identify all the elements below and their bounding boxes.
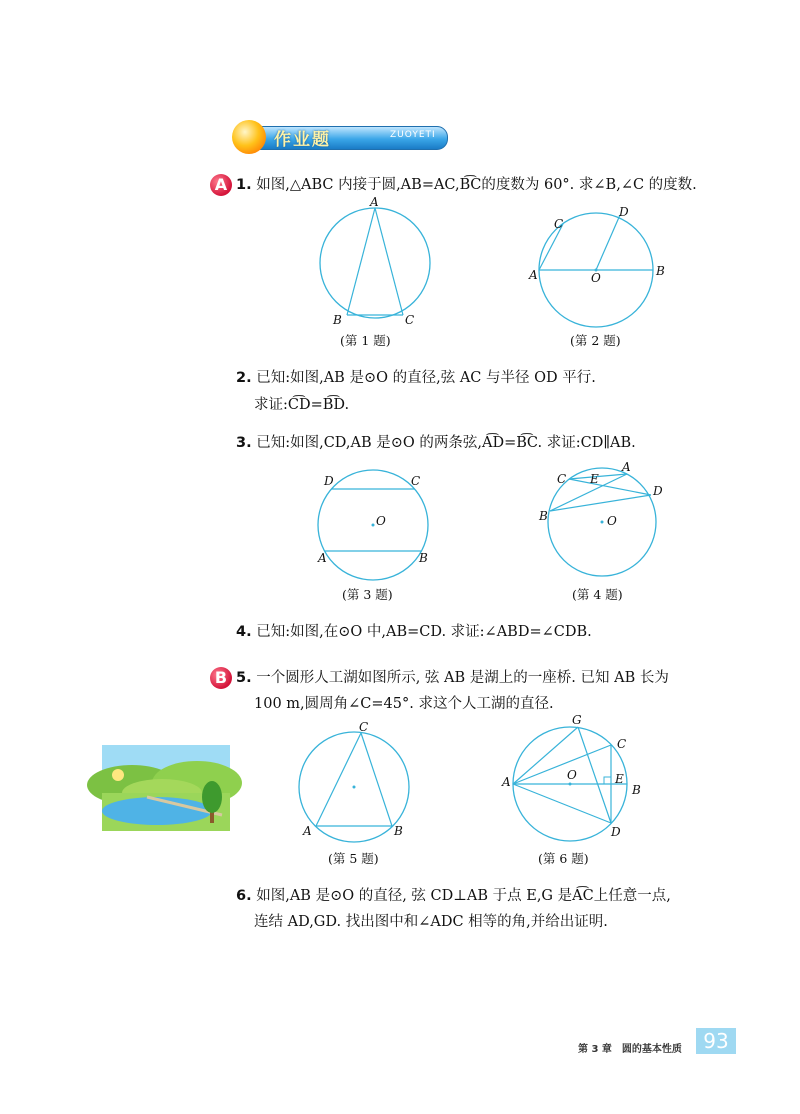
label-a: A [502, 775, 511, 789]
center-point [372, 524, 375, 527]
problem-5-line-2: 100 m,圆周角∠C=45°. 求这个人工湖的直径. [254, 696, 554, 712]
problem-3 [236, 433, 636, 453]
label-o: O [567, 768, 577, 782]
caption-fig-6: (第 6 题) [538, 851, 589, 866]
figure-2 [530, 200, 680, 330]
label-d: D [611, 825, 621, 839]
label-d: D [619, 205, 629, 219]
label-o: O [591, 271, 601, 285]
tree-crown [202, 781, 222, 813]
label-a: A [529, 268, 538, 282]
label-c: C [359, 720, 369, 734]
problem-text-line-1: 一个圆形人工湖如图所示, 弦 AB 是湖上的一座桥. 已知 AB 长为 [256, 670, 669, 686]
segment-ca [316, 733, 361, 826]
label-a: A [318, 551, 327, 565]
sun-icon [112, 769, 124, 781]
label-d: D [324, 474, 334, 488]
problem-number: 4. [236, 624, 252, 640]
caption-fig-4: (第 4 题) [572, 587, 623, 602]
figure-3 [315, 470, 445, 585]
figure-5 [298, 720, 418, 845]
segment-ac [375, 208, 403, 315]
segment-ac [513, 745, 611, 784]
center-point [353, 786, 356, 789]
label-b: B [632, 783, 641, 797]
label-o: O [607, 514, 617, 528]
problem-number: 6. [236, 888, 252, 904]
segment-cb [361, 733, 392, 826]
problem-2-line-2: 求证:C͡D=B͡D. [254, 397, 350, 413]
label-c: C [411, 474, 421, 488]
section-banner [232, 120, 450, 154]
label-c: C [557, 472, 567, 486]
label-o: O [376, 514, 386, 528]
segment-ad [513, 784, 611, 823]
problem-2 [236, 368, 596, 388]
caption-fig-2: (第 2 题) [570, 333, 621, 348]
figure-6 [500, 712, 650, 844]
label-c: C [617, 737, 627, 751]
problem-number: 1. [236, 177, 252, 193]
caption-fig-3: (第 3 题) [342, 587, 393, 602]
problem-text: 已知:如图,CD,AB 是⊙O 的两条弦,A͡D=B͡C. 求证:CD∥AB. [256, 435, 636, 451]
label-e: E [590, 472, 599, 486]
problem-text: 如图,△ABC 内接于圆,AB=AC,B͡C的度数为 60°. 求∠B,∠C 的度数. [256, 177, 697, 193]
problem-text-line-1: 已知:如图,AB 是⊙O 的直径,弦 AC 与半径 OD 平行. [256, 370, 596, 386]
banner-subtitle: ZUOYETI [390, 130, 436, 140]
chord-bd [550, 495, 651, 511]
footer-chapter: 第 3 章 圆的基本性质 [578, 1044, 682, 1055]
label-b: B [333, 313, 342, 327]
right-angle-mark [604, 777, 611, 784]
level-a-badge: A [210, 174, 232, 196]
label-b: B [656, 264, 665, 278]
label-a: A [622, 460, 631, 474]
problem-1 [236, 175, 697, 195]
label-g: G [572, 713, 582, 727]
chord-cd [569, 479, 651, 495]
lake-water [102, 797, 212, 825]
problem-number: 3. [236, 435, 252, 451]
circle [320, 208, 430, 318]
level-b-badge: B [210, 667, 232, 689]
label-b: B [539, 509, 548, 523]
center-point [601, 521, 604, 524]
page-number: 93 [696, 1028, 736, 1054]
label-e: E [615, 772, 624, 786]
problem-text: 已知:如图,在⊙O 中,AB=CD. 求证:∠ABD=∠CDB. [256, 624, 592, 640]
problem-5 [236, 668, 669, 688]
lake-illustration [102, 745, 230, 831]
radius-od [596, 215, 620, 270]
label-c: C [405, 313, 415, 327]
figure-1 [300, 195, 460, 330]
problem-6 [236, 886, 671, 906]
label-a: A [303, 824, 312, 838]
label-c: C [554, 217, 564, 231]
caption-fig-1: (第 1 题) [340, 333, 391, 348]
problem-text-line-1: 如图,AB 是⊙O 的直径, 弦 CD⊥AB 于点 E,G 是A͡C上任意一点, [256, 888, 671, 904]
problem-number: 5. [236, 670, 252, 686]
banner-title: 作业题 [274, 130, 331, 150]
problem-number: 2. [236, 370, 252, 386]
figure-4 [535, 462, 670, 582]
center-point [569, 783, 572, 786]
segment-ab [347, 208, 375, 315]
label-a: A [370, 195, 379, 209]
segment-gd [578, 727, 611, 823]
problem-6-line-2: 连结 AD,GD. 找出图中和∠ADC 相等的角,并给出证明. [254, 914, 608, 930]
caption-fig-5: (第 5 题) [328, 851, 379, 866]
orange-ball-icon [232, 120, 266, 154]
problem-4 [236, 622, 592, 642]
label-b: B [419, 551, 428, 565]
label-b: B [394, 824, 403, 838]
label-d: D [653, 484, 663, 498]
